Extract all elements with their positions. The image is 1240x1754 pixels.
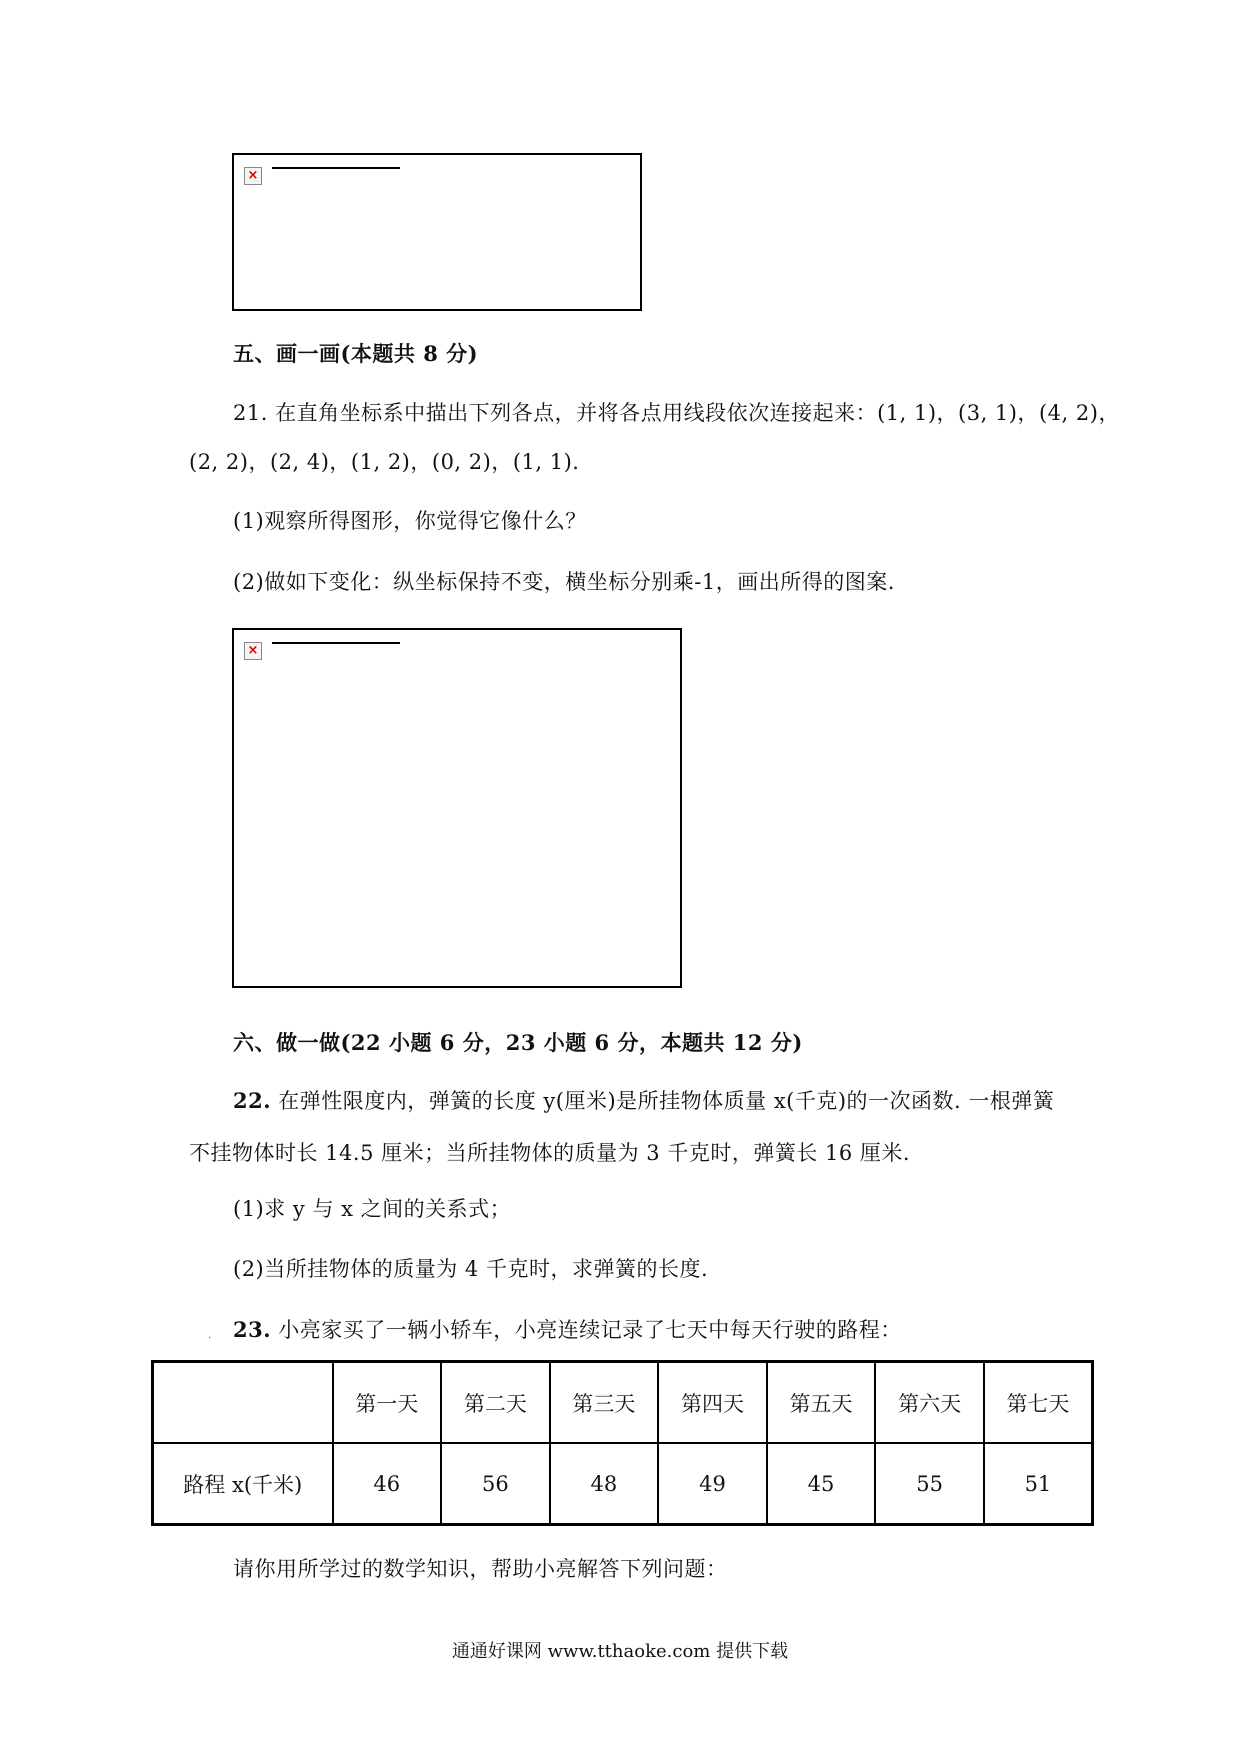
- broken-image-icon: ×: [244, 642, 262, 660]
- table-header-cell: 第三天: [550, 1362, 659, 1444]
- q23-after: 请你用所学过的数学知识，帮助小亮解答下列问题：: [233, 1557, 728, 1581]
- table-value-cell: 49: [658, 1443, 767, 1525]
- stray-dot: .: [208, 1330, 212, 1341]
- broken-image-icon: ×: [244, 167, 262, 185]
- table-value-cell: 45: [767, 1443, 876, 1525]
- q22-part2: (2)当所挂物体的质量为 4 千克时，求弹簧的长度.: [233, 1257, 709, 1281]
- table-value-cell: 56: [441, 1443, 550, 1525]
- q22-text: 在弹性限度内，弹簧的长度 y(厘米)是所挂物体质量 x(千克)的一次函数. 一根弹簧: [271, 1089, 1055, 1113]
- table-corner-cell: [153, 1362, 333, 1444]
- q23-line: [233, 1314, 902, 1344]
- broken-image-title-line: [272, 642, 400, 644]
- q21-part1: (1)观察所得图形，你觉得它像什么？: [233, 509, 587, 533]
- q21-line1: 21. 在直角坐标系中描出下列各点，并将各点用线段依次连接起来：(1, 1)，(3, 1)，(4, 2)，: [233, 401, 1120, 425]
- table-header-cell: 第七天: [984, 1362, 1093, 1444]
- image-placeholder-1: [232, 153, 642, 311]
- table-value-cell: 55: [875, 1443, 984, 1525]
- q23-text: 小亮家买了一辆小轿车，小亮连续记录了七天中每天行驶的路程：: [271, 1318, 902, 1342]
- q21-part2: (2)做如下变化：纵坐标保持不变，横坐标分别乘-1，画出所得的图案.: [233, 570, 895, 594]
- q21-line2: (2, 2)，(2, 4)，(1, 2)，(0, 2)，(1, 1).: [189, 450, 580, 474]
- table-header-cell: 第二天: [441, 1362, 550, 1444]
- page-footer: 通通好课网 www.tthaoke.com 提供下载: [451, 1641, 789, 1662]
- section6-title: 六、做一做(22 小题 6 分，23 小题 6 分，本题共 12 分): [233, 1030, 803, 1055]
- table-value-cell: 46: [333, 1443, 442, 1525]
- q22-line1: [233, 1085, 1054, 1115]
- q22-line2: 不挂物体时长 14.5 厘米；当所挂物体的质量为 3 千克时，弹簧长 16 厘米.: [189, 1141, 911, 1165]
- table-header-cell: 第五天: [767, 1362, 876, 1444]
- distance-table: [151, 1360, 1094, 1526]
- table-row-label: 路程 x(千米): [153, 1443, 333, 1525]
- q22-number: 22.: [233, 1088, 272, 1113]
- table-value-cell: 48: [550, 1443, 659, 1525]
- table-row: [153, 1443, 1093, 1525]
- table-header-cell: 第一天: [333, 1362, 442, 1444]
- table-value-cell: 51: [984, 1443, 1093, 1525]
- table-header-cell: 第六天: [875, 1362, 984, 1444]
- table-header-row: [153, 1362, 1093, 1444]
- q23-number: 23.: [233, 1317, 272, 1342]
- broken-image-title-line: [272, 167, 400, 169]
- table-header-cell: 第四天: [658, 1362, 767, 1444]
- q22-part1: (1)求 y 与 x 之间的关系式；: [233, 1197, 512, 1221]
- image-placeholder-2: [232, 628, 682, 988]
- section5-title: 五、画一画(本题共 8 分): [233, 341, 479, 366]
